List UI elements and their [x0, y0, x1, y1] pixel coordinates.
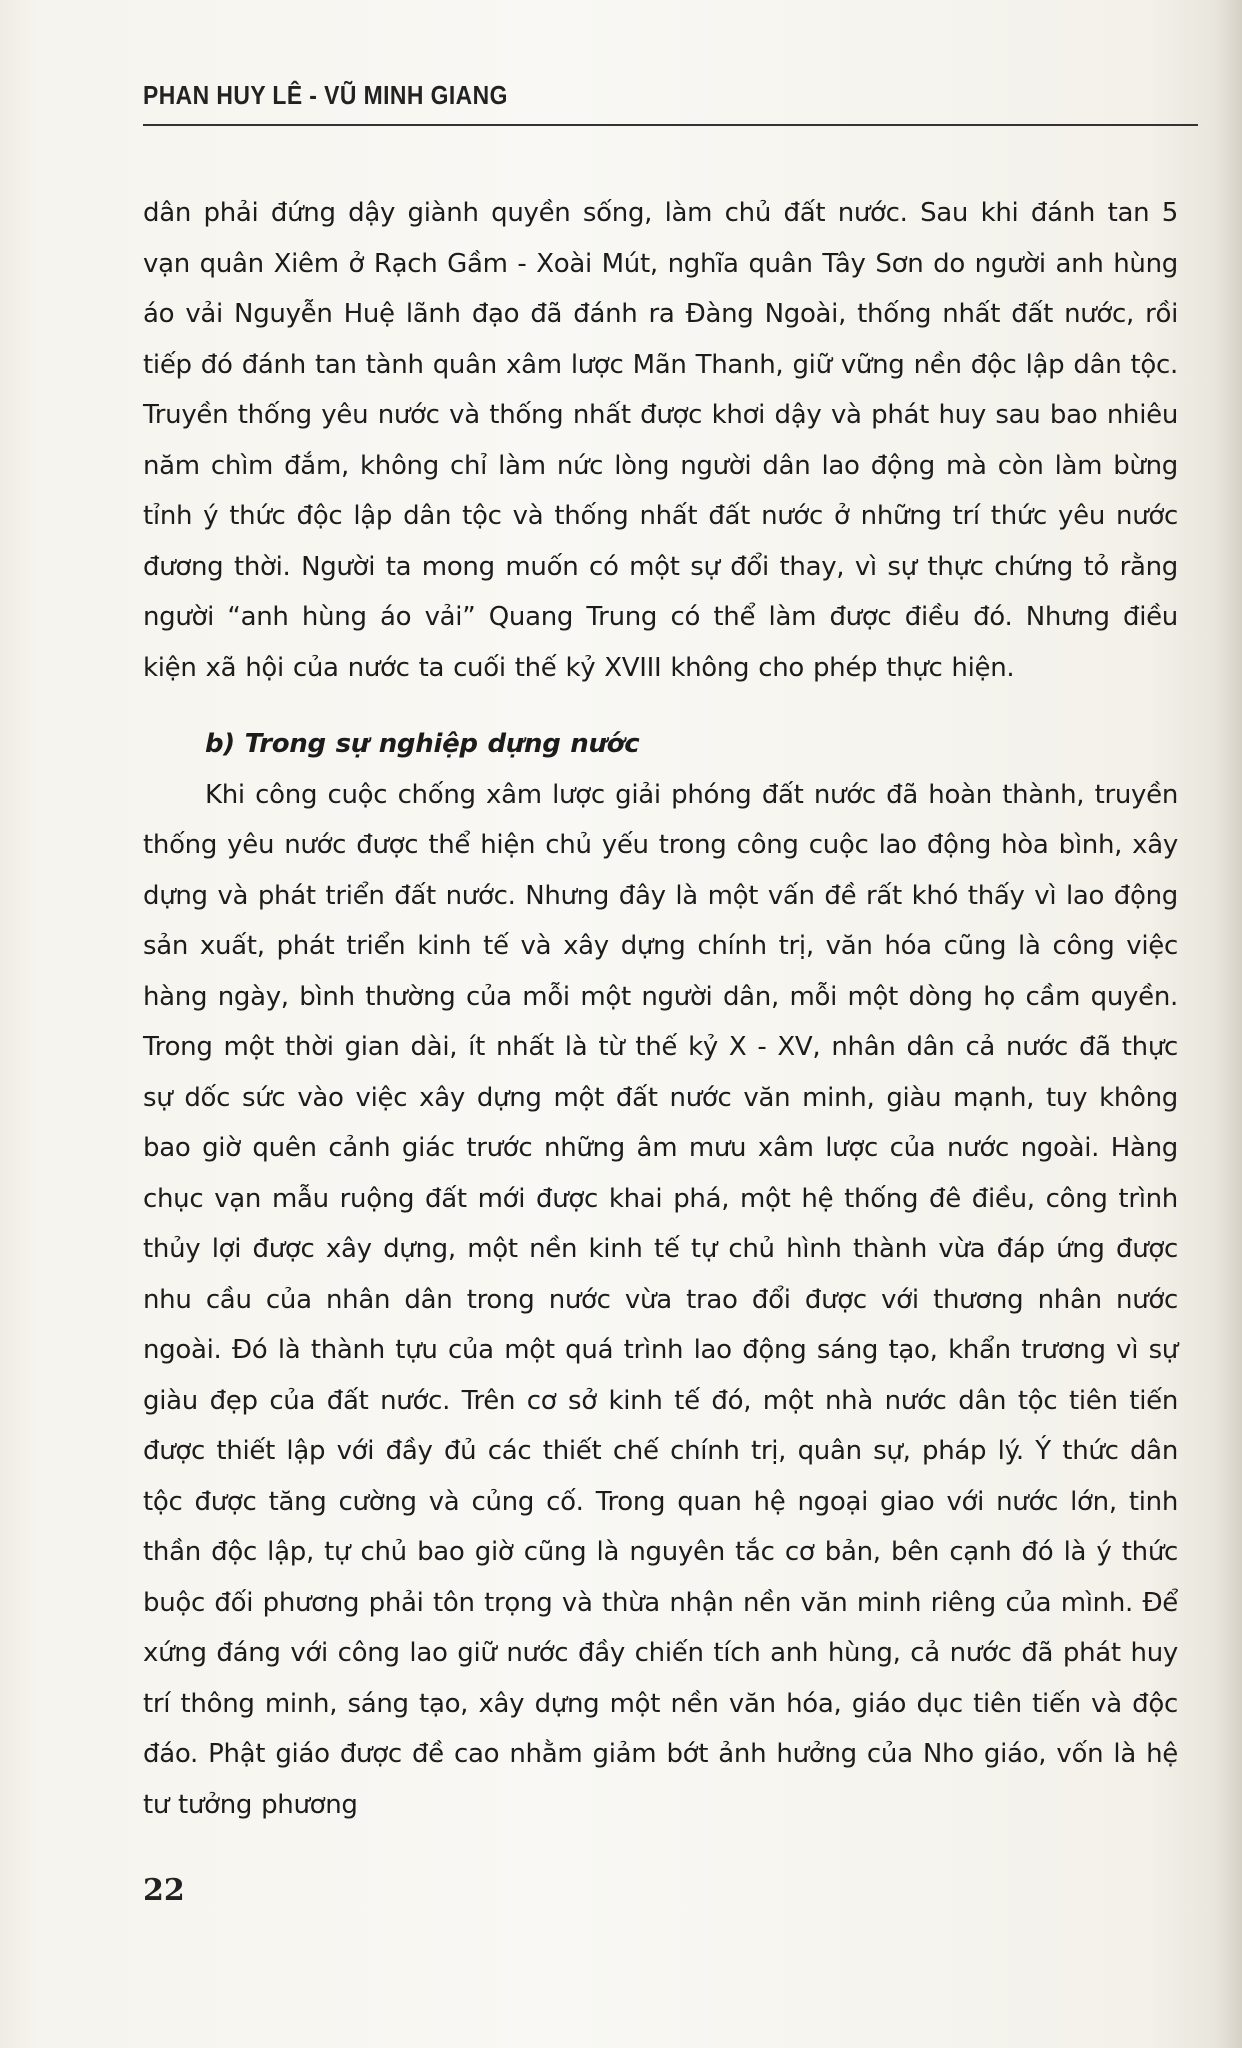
- section-heading: b) Trong sự nghiệp dựng nước: [205, 729, 640, 759]
- paragraph-continued: dân phải đứng dậy giành quyền sống, làm chủ đất nước. Sau khi đánh tan 5 vạn quân Xiêm ở Rạch Gầm - Xoài Mút, nghĩa quân Tây Sơn do người anh hùng áo vải Nguyễn Huệ lãnh đạo đã đánh ra Đàng Ngoài, thống nhất đất nước, rồi tiếp đó đánh tan tành quân xâm lược Mãn Thanh, giữ vững nền độc lập dân tộc. Truyền thống yêu nước và thống nhất được khơi dậy và phát huy sau bao nhiêu năm chìm đắm, không chỉ làm nức lòng người dân lao động mà còn làm bừng tỉnh ý thức độc lập dân tộc và thống nhất đất nước ở những trí thức yêu nước đương thời. Người ta mong muốn có một sự đổi thay, vì sự thực chứng tỏ rằng người “anh hùng áo vải” Quang Trung có thể làm được điều đó. Nhưng điều kiện xã hội của nước ta cuối thế kỷ XVIII không cho phép thực hiện.: [143, 198, 1178, 683]
- header-rule: [143, 124, 1198, 126]
- page-number: 22: [143, 1873, 185, 1908]
- paragraph: Khi công cuộc chống xâm lược giải phóng đất nước đã hoàn thành, truyền thống yêu nước được thể hiện chủ yếu trong công cuộc lao động hòa bình, xây dựng và phát triển đất nước. Nhưng đây là một vấn đề rất khó thấy vì lao động sản xuất, phát triển kinh tế và xây dựng chính trị, văn hóa cũng là công việc hàng ngày, bình thường của mỗi một người dân, mỗi một dòng họ cầm quyền. Trong một thời gian dài, ít nhất là từ thế kỷ X - XV, nhân dân cả nước đã thực sự dốc sức vào việc xây dựng một đất nước văn minh, giàu mạnh, tuy không bao giờ quên cảnh giác trước những âm mưu xâm lược của nước ngoài. Hàng chục vạn mẫu ruộng đất mới được khai phá, một hệ thống đê điều, công trình thủy lợi được xây dựng, một nền kinh tế tự chủ hình thành vừa đáp ứng được nhu cầu của nhân dân trong nước vừa trao đổi được với thương nhân nước ngoài. Đó là thành tựu của một quá trình lao động sáng tạo, khẩn trương vì sự giàu đẹp của đất nước. Trên cơ sở kinh tế đó, một nhà nước dân tộc tiên tiến được thiết lập với đầy đủ các thiết chế chính trị, quân sự, pháp lý. Ý thức dân tộc được tăng cường và củng cố. Trong quan hệ ngoại giao với nước lớn, tinh thần độc lập, tự chủ bao giờ cũng là nguyên tắc cơ bản, bên cạnh đó là ý thức buộc đối phương phải tôn trọng và thừa nhận nền văn minh riêng của mình. Để xứng đáng với công lao giữ nước đầy chiến tích anh hùng, cả nước đã phát huy trí thông minh, sáng tạo, xây dựng một nền văn hóa, giáo dục tiên tiến và độc đáo. Phật giáo được đề cao nhằm giảm bớt ảnh hưởng của Nho giáo, vốn là hệ tư tưởng phương: [143, 779, 1178, 1820]
- running-head: PHAN HUY LÊ - VŨ MINH GIANG: [143, 80, 508, 110]
- body-text: [143, 188, 1178, 1830]
- page-edge-shadow: [1214, 0, 1242, 2048]
